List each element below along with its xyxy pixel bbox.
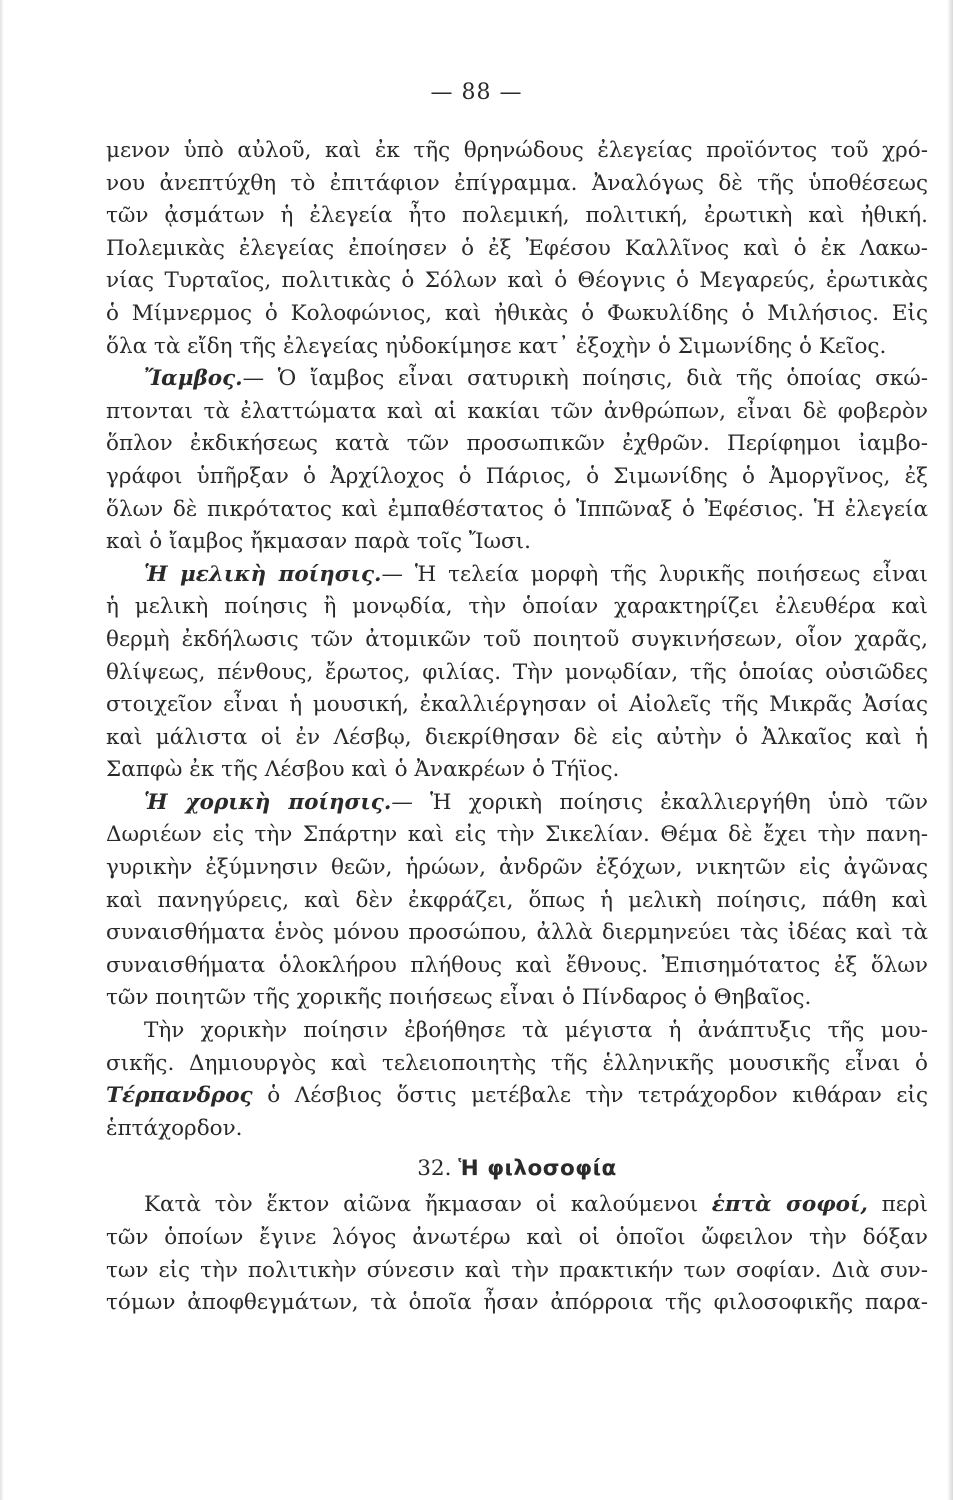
text-line: ὅλων δὲ πικρότατος καὶ ἐμπαθέστατος ὁ Ἱππῶναξ ὁ Ἐφέσιος. Ἡ ἐλεγεία [106, 496, 928, 522]
body-text [106, 135, 928, 1320]
seven-sages: ἑπτὰ σοφοί, [711, 1192, 868, 1218]
choriki-first-line [106, 787, 928, 820]
text-line: τῶν ποιητῶν τῆς χορικῆς ποιήσεως εἶναι ὁ Πίνδαρος ὁ Θηβαῖος. [106, 985, 812, 1011]
text-line: των εἰς τὴν πολιτικὴν σύνεσιν καὶ τὴν πρακτικήν των σοφίαν. Διὰ συν- [106, 1257, 928, 1283]
text-line: συναισθήματα ἑνὸς μόνου προσώπου, ἀλλὰ διερμηνεύει τὰς ἰδέας καὶ τὰ [106, 920, 928, 946]
page-right-shadow [947, 0, 953, 1500]
terpandros-line [106, 1080, 928, 1113]
text-line: ὅλα τὰ εἴδη τῆς ἐλεγείας ηὐδοκίμησε κατ᾽ ἐξοχὴν ὁ Σιμωνίδης ὁ Κεῖος. [106, 333, 887, 359]
section-number: 32. [417, 1156, 452, 1182]
text-line: Τὴν χορικὴν ποίησιν ἐβοήθησε τὰ μέγιστα ἡ ἀνάπτυξις τῆς μου- [144, 1018, 928, 1044]
text-line: καὶ πανηγύρεις, καὶ δὲν ἐκφράζει, ὅπως ἡ μελικὴ ποίησις, πάθη καὶ [106, 887, 928, 913]
meliki-first-line [106, 559, 928, 592]
text-span: — Ἡ τελεία μορφὴ τῆς λυρικῆς ποιήσεως εἶναι [381, 561, 928, 587]
iambos-first-line [106, 363, 928, 396]
text-line: Σαπφὼ ἐκ τῆς Λέσβου καὶ ὁ Ἀνακρέων ὁ Τήϊος. [106, 757, 620, 783]
text-line: καὶ μάλιστα οἱ ἐν Λέσβῳ, διεκρίθησαν δὲ εἰς αὐτὴν ὁ Ἀλκαῖος καὶ ἡ [106, 724, 928, 750]
section-title: Ἡ φιλοσοφία [458, 1156, 617, 1182]
text-line: Δωριέων εἰς τὴν Σπάρτην καὶ εἰς τὴν Σικελίαν. Θέμα δὲ ἔχει τὴν πανη- [106, 822, 928, 848]
text-line: νίας Τυρταῖος, πολιτικὰς ὁ Σόλων καὶ ὁ Θέογνις ὁ Μεγαρεύς, ἐρωτικὰς [106, 268, 928, 294]
text-line: στοιχεῖον εἶναι ἡ μουσική, ἐκαλλιέργησαν οἱ Αἰολεῖς τῆς Μικρᾶς Ἀσίας [106, 692, 928, 718]
text-line: νου ἀνεπτύχθη τὸ ἐπιτάφιον ἐπίγραμμα. Ἀναλόγως δὲ τῆς ὑποθέσεως [106, 170, 928, 196]
text-line: ἑπτάχορδον. [106, 1115, 243, 1141]
text-line: ἡ μελικὴ ποίησις ἢ μονῳδία, τὴν ὁποίαν χαρακτηρίζει ἐλευθέρα καὶ [106, 594, 928, 620]
text-line: συναισθήματα ὁλοκλήρου πλήθους καὶ ἔθνους. Ἐπισημότατος ἐξ ὅλων [106, 952, 928, 978]
text-span: — Ὁ ἴαμβος εἶναι σατυρικὴ ποίησις, διὰ τῆς ὁποίας σκώ- [242, 366, 928, 392]
choriki-title: Ἡ χορικὴ ποίησις. [144, 789, 392, 815]
text-line: θλίψεως, πένθους, ἔρωτος, φιλίας. Τὴν μονῳδίαν, τῆς ὁποίας οὐσιῶδες [106, 659, 928, 685]
text-span: ὁ Λέσβιος ὅστις μετέβαλε τὴν τετράχορδον κιθάραν εἰς [252, 1083, 928, 1109]
text-line: γυρικὴν ἐξύμνησιν θεῶν, ἡρώων, ἀνδρῶν ἐξόχων, νικητῶν εἰς ἀγῶνας [106, 855, 928, 881]
terpandros-name: Τέρπανδρος [106, 1083, 253, 1109]
text-span: Κατὰ τὸν ἕκτον αἰῶνα ἤκμασαν οἱ καλούμενοι [144, 1192, 712, 1218]
text-line: μενον ὑπὸ αὐλοῦ, καὶ ἐκ τῆς θρηνώδους ἐλεγείας προϊόντος τοῦ χρό- [106, 138, 928, 163]
text-line: Πολεμικὰς ἐλεγείας ἐποίησεν ὁ ἐξ Ἐφέσου Καλλῖνος καὶ ὁ ἐκ Λακω- [106, 235, 928, 261]
text-line: τόμων ἀποφθεγμάτων, τὰ ὁποῖα ἦσαν ἀπόρροια τῆς φιλοσοφικῆς παρα- [106, 1290, 928, 1316]
text-line: τῶν ᾀσμάτων ἡ ἐλεγεία ἦτο πολεμική, πολιτική, ἐρωτικὴ καὶ ἠθική. [106, 203, 928, 229]
text-span: περὶ [867, 1192, 928, 1218]
text-line: θερμὴ ἐκδήλωσις τῶν ἀτομικῶν τοῦ ποιητοῦ συγκινήσεων, οἷον χαρᾶς, [106, 626, 928, 652]
page-left-shadow [0, 0, 4, 1500]
text-line: ὁ Μίμνερμος ὁ Κολοφώνιος, καὶ ἠθικὰς ὁ Φωκυλίδης ὁ Μιλήσιος. Εἰς [106, 300, 928, 326]
iambos-title: Ἴαμβος. [144, 366, 243, 392]
meliki-title: Ἡ μελικὴ ποίησις. [144, 561, 382, 587]
text-line: τῶν ὁποίων ἔγινε λόγος ἀνωτέρω καὶ οἱ ὁποῖοι ὤφειλον τὴν δόξαν [106, 1225, 928, 1250]
text-line: γράφοι ὑπῆρξαν ὁ Ἀρχίλοχος ὁ Πάριος, ὁ Σιμωνίδης ὁ Ἀμοργῖνος, ἐξ [106, 463, 928, 489]
text-line: σικῆς. Δημιουργὸς καὶ τελειοποιητὴς τῆς ἑλληνικῆς μουσικῆς εἶναι ὁ [106, 1050, 928, 1076]
page-number: — 88 — [430, 80, 523, 105]
text-line: ὅπλον ἐκδικήσεως κατὰ τῶν προσωπικῶν ἐχθρῶν. Περίφημοι ἰαμβο- [106, 431, 928, 457]
section-heading [106, 1149, 928, 1189]
text-line: καὶ ὁ ἴαμβος ἤκμασαν παρὰ τοῖς Ἴωσι. [106, 529, 531, 555]
philosophy-first-line [106, 1189, 928, 1222]
text-span: — Ἡ χορικὴ ποίησις ἐκαλλιεργήθη ὑπὸ τῶν [391, 789, 928, 815]
text-line: πτονται τὰ ἐλαττώματα καὶ αἱ κακίαι τῶν ἀνθρώπων, εἶναι δὲ φοβερὸν [106, 398, 928, 424]
